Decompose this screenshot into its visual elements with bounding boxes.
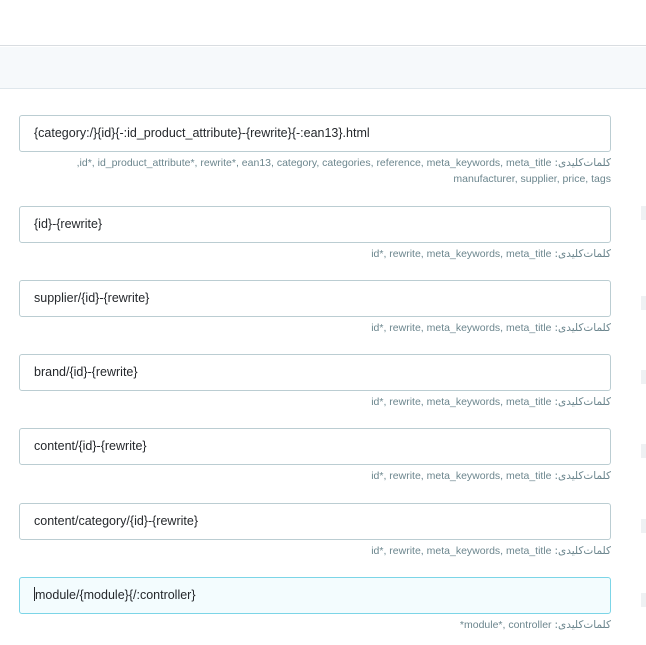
route-category-keywords: id*, rewrite, meta_keywords, meta_title <box>371 248 552 260</box>
route-product-help <box>51 155 611 187</box>
route-supplier-keywords: id*, rewrite, meta_keywords, meta_title <box>371 322 552 334</box>
right-edge-controls <box>640 90 646 645</box>
edge-marker <box>641 206 646 220</box>
edge-marker <box>641 519 646 533</box>
keywords-label: کلمات‌کلیدی: <box>554 248 611 260</box>
keywords-label: کلمات‌کلیدی: <box>554 396 611 408</box>
route-brand-help <box>51 394 611 410</box>
route-supplier-input[interactable]: supplier/{id}-{rewrite} <box>19 280 611 317</box>
seo-urls-routes-panel <box>0 90 646 645</box>
route-category-input[interactable]: {id}-{rewrite} <box>19 206 611 243</box>
keywords-label: کلمات‌کلیدی: <box>554 322 611 334</box>
route-content-category-keywords: id*, rewrite, meta_keywords, meta_title <box>371 545 552 557</box>
route-module-value: module/{module}{/:controller} <box>35 588 196 602</box>
route-module-input[interactable] <box>19 577 611 614</box>
route-category-help <box>51 246 611 262</box>
route-content-keywords: id*, rewrite, meta_keywords, meta_title <box>371 470 552 482</box>
edge-marker <box>641 593 646 607</box>
route-module-keywords: module*, controller* <box>459 619 552 631</box>
route-brand-input[interactable]: brand/{id}-{rewrite} <box>19 354 611 391</box>
route-supplier-help <box>51 320 611 336</box>
route-content-input[interactable]: content/{id}-{rewrite} <box>19 428 611 465</box>
edge-marker <box>641 444 646 458</box>
edge-marker <box>641 296 646 310</box>
route-product-keywords-cont: manufacturer, supplier, price, tags <box>453 173 611 185</box>
route-product-keywords: id*, id_product_attribute*, rewrite*, ean13, category, categories, reference, meta_keywords, meta_title, <box>76 157 552 169</box>
route-brand-keywords: id*, rewrite, meta_keywords, meta_title <box>371 396 552 408</box>
route-product-input[interactable]: {category:/}{id}{-:id_product_attribute}-{rewrite}{-:ean13}.html <box>19 115 611 152</box>
keywords-label: کلمات‌کلیدی: <box>554 157 611 169</box>
route-content-category-help <box>51 543 611 559</box>
route-content-category-input[interactable]: content/category/{id}-{rewrite} <box>19 503 611 540</box>
top-bar <box>0 0 646 46</box>
keywords-label: کلمات‌کلیدی: <box>554 470 611 482</box>
route-content-help <box>51 468 611 484</box>
sub-header-bar <box>0 47 646 89</box>
edge-marker <box>641 370 646 384</box>
route-module-help <box>51 617 611 633</box>
keywords-label: کلمات‌کلیدی: <box>554 545 611 557</box>
keywords-label: کلمات‌کلیدی: <box>554 619 611 631</box>
